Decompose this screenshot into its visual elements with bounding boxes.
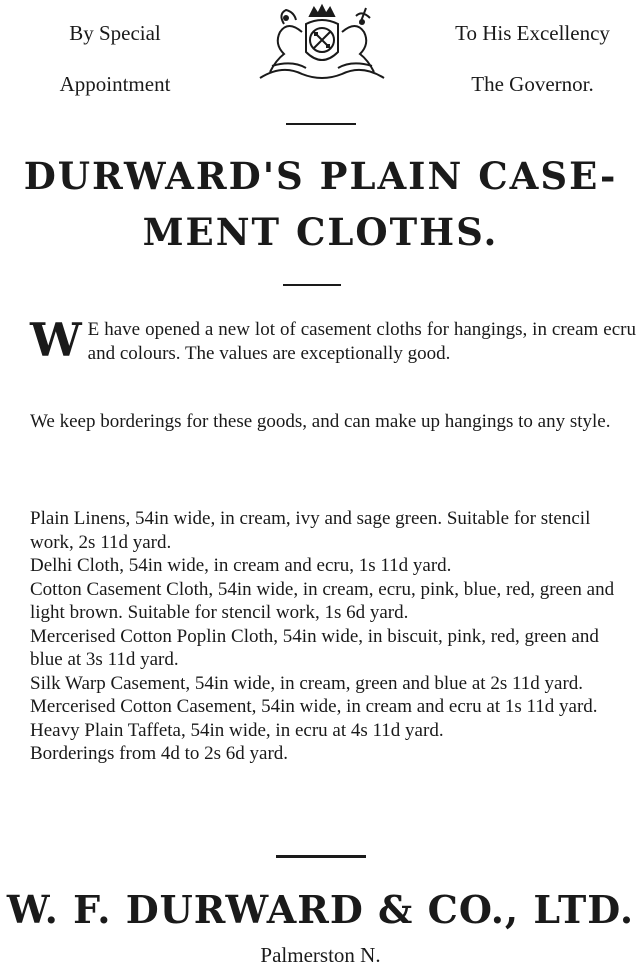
header-right-line1: To His Excellency <box>455 21 610 45</box>
header-left-line2: Appointment <box>59 72 171 96</box>
header-right <box>430 8 635 110</box>
drop-cap: W <box>30 313 82 367</box>
list-item: Mercerised Cotton Casement, 54in wide, in cream and ecru at 1s 11d yard. <box>30 696 598 717</box>
intro-paragraph <box>30 313 636 367</box>
divider-top <box>286 123 356 125</box>
list-item: Mercerised Cotton Poplin Cloth, 54in wide, in biscuit, pink, red, green and blue at 3s 11d yard. <box>30 625 599 670</box>
company-town: Palmerston N. <box>260 943 381 967</box>
header-right-line2: The Governor. <box>471 72 594 96</box>
list-item: Silk Warp Casement, 54in wide, in cream, green and blue at 2s 11d yard. <box>30 672 584 694</box>
list-item: Heavy Plain Taffeta, 54in wide, in ecru at 4s 11d yard. <box>30 719 444 741</box>
header-left-line1: By Special <box>69 21 161 45</box>
title-line2: MENT CLOTHS. <box>142 210 499 254</box>
header-left <box>40 8 190 110</box>
company-name: W. F. DURWARD & CO., LTD. <box>6 887 635 932</box>
royal-coat-of-arms-icon <box>252 2 392 84</box>
title-line1: DURWARD'S PLAIN CASE- <box>23 154 618 198</box>
list-item: Delhi Cloth, 54in wide, in cream and ecru, 1s 11d yard. <box>30 555 452 576</box>
divider-bottom <box>276 855 366 858</box>
list-item: Plain Linens, 54in wide, in cream, ivy and sage green. Suitable for stencil work, 2s 11d yard. <box>30 508 591 553</box>
product-list <box>30 507 636 766</box>
intro-text: E have opened a new lot of casement cloths for hangings, in cream ecru and colours. The values are exceptionally good. <box>87 319 636 364</box>
divider-under-title <box>283 284 341 286</box>
list-item: Cotton Casement Cloth, 54in wide, in cream, ecru, pink, blue, red, green and light brown. Suitable for stencil work, 1s 6d yard. <box>30 578 615 623</box>
borderings-note: We keep borderings for these goods, and can make up hangings to any style. <box>30 411 611 432</box>
list-item: Borderings from 4d to 2s 6d yard. <box>30 743 289 764</box>
page-title <box>0 148 641 260</box>
